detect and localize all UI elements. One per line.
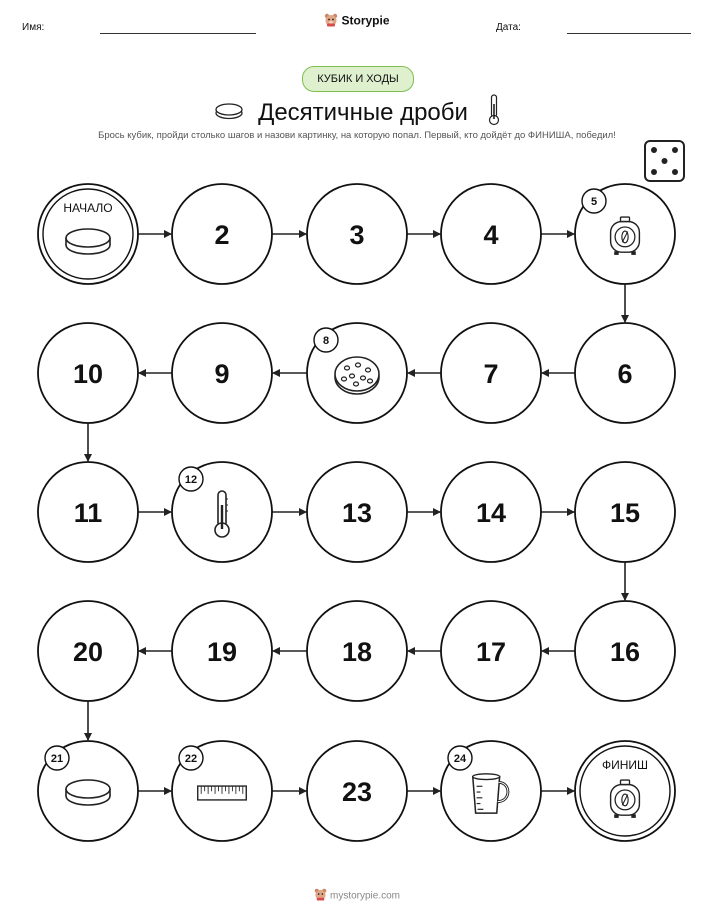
board-cell-9 [172, 323, 272, 423]
category-badge: КУБИК И ХОДЫ [302, 66, 414, 92]
cell-number: 6 [617, 359, 633, 389]
board-cell-18 [307, 601, 407, 701]
board-cell-7 [441, 323, 541, 423]
board-cell-2 [172, 184, 272, 284]
board-cell-24 [441, 741, 541, 841]
cell-number: 14 [475, 498, 507, 528]
board-cell-8 [307, 323, 407, 423]
board-cell-21 [38, 741, 138, 841]
footer-bear-icon [314, 888, 327, 904]
coin-icon [66, 780, 110, 805]
board-cell-12 [172, 462, 272, 562]
cell-number: 23 [341, 777, 373, 807]
cell-badge-number: 8 [322, 335, 330, 347]
cell-number: 18 [341, 637, 373, 667]
name-label: Имя: [22, 22, 45, 33]
cell-number: 9 [214, 359, 230, 389]
board-cell-13 [307, 462, 407, 562]
footer-url: mystorypie.com [329, 890, 400, 902]
board-cell-14 [441, 462, 541, 562]
cell-number: 17 [475, 637, 507, 667]
cell-number: 13 [341, 498, 373, 528]
cell-number: 10 [72, 359, 104, 389]
board-cell-25 [575, 741, 675, 841]
cell-label: НАЧАЛО [63, 201, 113, 215]
cell-number: 3 [349, 220, 365, 250]
cell-badge-number: 22 [184, 753, 198, 765]
cell-number: 4 [483, 220, 499, 250]
date-label: Дата: [496, 22, 521, 33]
cell-number: 7 [483, 359, 499, 389]
board-cell-6 [575, 323, 675, 423]
cell-number: 15 [609, 498, 641, 528]
board-cell-22 [172, 741, 272, 841]
cell-badge-number: 12 [184, 474, 198, 486]
coin-icon [66, 229, 110, 254]
cell-label: ФИНИШ [601, 758, 649, 772]
cell-number: 11 [73, 498, 103, 528]
cell-number: 20 [72, 637, 104, 667]
board-cell-16 [575, 601, 675, 701]
cell-number: 2 [214, 220, 230, 250]
cell-number: 19 [206, 637, 238, 667]
footer [0, 888, 714, 904]
board-cell-15 [575, 462, 675, 562]
cookie-icon [335, 357, 379, 394]
board-cell-3 [307, 184, 407, 284]
board-cell-20 [38, 601, 138, 701]
cell-badge-number: 5 [590, 196, 598, 208]
dice-icon [645, 141, 684, 181]
board-cell-17 [441, 601, 541, 701]
ruler-icon [198, 786, 247, 800]
board-cell-5 [575, 184, 675, 284]
title-text: Десятичные дроби [258, 98, 468, 126]
board-cell-11 [38, 462, 138, 562]
cell-number: 16 [609, 637, 641, 667]
board-cells [38, 184, 675, 841]
cell-badge-number: 24 [453, 753, 467, 765]
instructions-text: Брось кубик, пройди столько шагов и назови картинку, на которую попал. Первый, кто дойдёт до ФИНИША, победил! [98, 130, 616, 141]
board-cell-10 [38, 323, 138, 423]
board-cell-19 [172, 601, 272, 701]
cell-badge-number: 21 [50, 753, 64, 765]
brand-name: Storypie [341, 13, 390, 28]
board-cell-1 [38, 184, 138, 284]
board-cell-23 [307, 741, 407, 841]
board-cell-4 [441, 184, 541, 284]
